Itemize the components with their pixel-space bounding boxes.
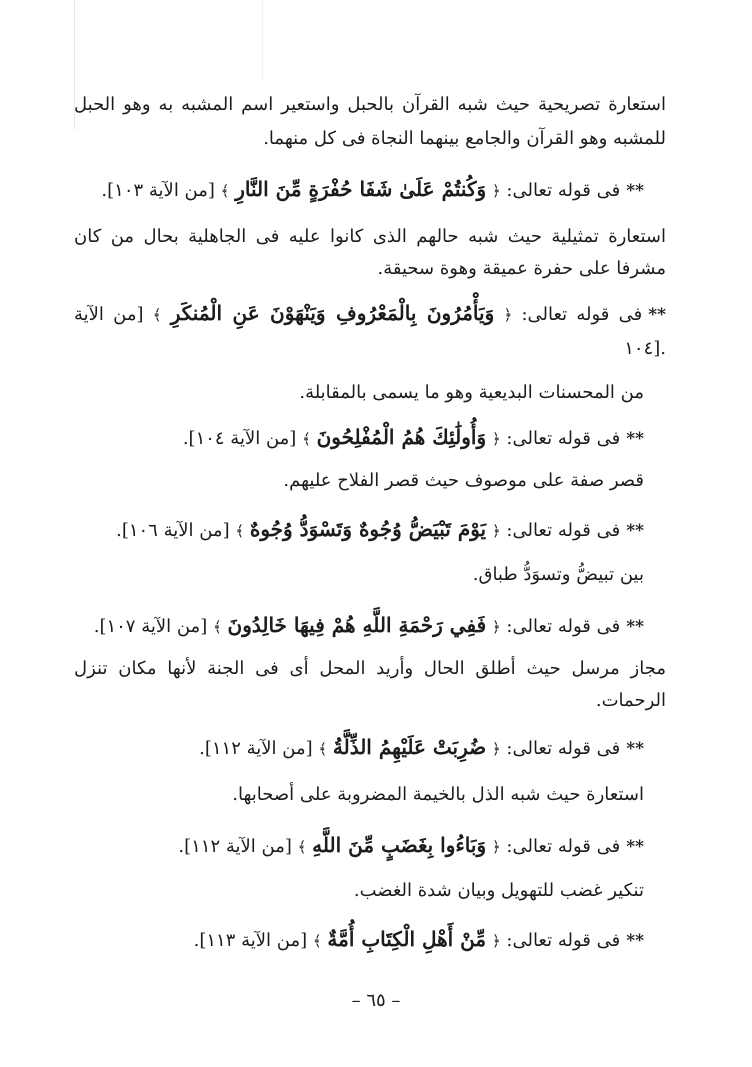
quran-quote: مِّنْ أَهْلِ الْكِتَابِ أُمَّةٌ: [327, 927, 487, 951]
verse-intro: فى قوله تعالى:: [506, 930, 621, 951]
verse-marker: **: [626, 181, 644, 201]
verse-reference-continued: ١٠٤].: [624, 338, 666, 359]
verse-line: [84, 926, 644, 954]
ornate-bracket-open: ﴿: [491, 838, 501, 856]
verse-reference: [من الآية ١٠٣].: [101, 180, 215, 201]
verse-line: [84, 612, 644, 640]
ornate-bracket-open: ﴿: [491, 182, 501, 200]
paragraph-line: بين تبيضُّ وتسوَدُّ طباق.: [472, 564, 644, 585]
verse-reference: [من الآية ١١٣].: [193, 930, 308, 951]
paragraph-line: قصر صفة على موصوف حيث قصر الفلاح عليهم.: [283, 470, 644, 491]
verse-marker: **: [648, 305, 666, 325]
scan-edge-line: [262, 0, 263, 80]
verse-reference: [من الآية ١٠٦].: [116, 520, 230, 541]
quran-quote: فَفِي رَحْمَةِ اللَّهِ هُمْ فِيهَا خَالِدُونَ: [227, 613, 487, 637]
ornate-bracket-open: ﴿: [491, 522, 501, 540]
ornate-bracket-close: ﴾: [152, 306, 162, 324]
verse-line: [84, 176, 644, 204]
quran-quote: وَيَأْمُرُونَ بِالْمَعْرُوفِ وَيَنْهَوْنَ عَنِ الْمُنكَرِ: [170, 301, 495, 325]
paragraph-line: الرحمات.: [595, 690, 666, 711]
page-number: – ٦٥ –: [351, 990, 401, 1011]
paragraph-line: من المحسنات البديعية وهو ما يسمى بالمقابلة.: [299, 382, 644, 403]
verse-line: [84, 516, 644, 544]
verse-reference: [من الآية ١٠٤].: [182, 428, 297, 449]
quran-quote: وَكُنتُمْ عَلَىٰ شَفَا حُفْرَةٍ مِّنَ النَّارِ: [235, 177, 487, 201]
ornate-bracket-close: ﴾: [235, 522, 245, 540]
quran-quote: وَبَاءُوا بِغَضَبٍ مِّنَ اللَّهِ: [312, 833, 487, 857]
ornate-bracket-open: ﴿: [503, 306, 513, 324]
ornate-bracket-close: ﴾: [297, 838, 307, 856]
verse-reference: [من الآية ١١٢].: [178, 836, 292, 857]
ornate-bracket-close: ﴾: [212, 618, 222, 636]
verse-marker: **: [626, 837, 644, 857]
verse-intro: فى قوله تعالى:: [521, 304, 643, 325]
ornate-bracket-close: ﴾: [302, 430, 311, 448]
ornate-bracket-open: ﴿: [491, 932, 501, 950]
verse-marker: **: [626, 931, 644, 951]
verse-marker: **: [626, 429, 644, 449]
verse-reference: [من الآية ١١٢].: [199, 738, 313, 759]
ornate-bracket-open: ﴿: [491, 618, 501, 636]
paragraph-line: استعارة حيث شبه الذل بالخيمة المضروبة على أصحابها.: [232, 784, 644, 805]
verse-intro: فى قوله تعالى:: [506, 520, 621, 541]
ornate-bracket-open: ﴿: [491, 430, 501, 448]
verse-marker: **: [626, 739, 644, 759]
ornate-bracket-close: ﴾: [312, 932, 322, 950]
verse-intro: فى قوله تعالى:: [506, 616, 621, 637]
paragraph-line: استعارة تصريحية حيث شبه القرآن بالحبل واستعير اسم المشبه به وهو الحبل: [74, 94, 666, 115]
quran-quote: يَوْمَ تَبْيَضُّ وُجُوهٌ وَتَسْوَدُّ وُجُوهٌ: [249, 517, 487, 541]
verse-reference: [من الآية ١٠٧].: [93, 616, 208, 637]
paragraph-line: للمشبه وهو القرآن والجامع بينهما النجاة فى كل منهما.: [263, 128, 666, 149]
verse-line: [84, 734, 644, 762]
verse-intro: فى قوله تعالى:: [506, 738, 621, 759]
verse-line: [74, 300, 666, 328]
paragraph-line: استعارة تمثيلية حيث شبه حالهم الذى كانوا عليه فى الجاهلية بحال من كان: [74, 226, 666, 247]
ornate-bracket-close: ﴾: [220, 182, 230, 200]
paragraph-line: مشرفا على حفرة عميقة وهوة سحيقة.: [377, 258, 666, 279]
verse-line: [84, 832, 644, 860]
ornate-bracket-open: ﴿: [491, 740, 501, 758]
paragraph-line: تنكير غضب للتهويل وبيان شدة الغضب.: [353, 880, 644, 901]
verse-intro: فى قوله تعالى:: [506, 180, 621, 201]
paragraph-line: مجاز مرسل حيث أطلق الحال وأريد المحل أى فى الجنة لأنها مكان تنزل: [74, 658, 666, 679]
quran-quote: ضُرِبَتْ عَلَيْهِمُ الذِّلَّةُ: [332, 735, 487, 759]
verse-intro: فى قوله تعالى:: [506, 428, 621, 449]
verse-line: [84, 424, 644, 452]
quran-quote: وَأُولَٰئِكَ هُمُ الْمُفْلِحُونَ: [316, 425, 487, 449]
verse-intro: فى قوله تعالى:: [506, 836, 621, 857]
verse-reference: [من الآية: [74, 304, 144, 325]
verse-marker: **: [626, 521, 644, 541]
verse-marker: **: [626, 617, 644, 637]
ornate-bracket-close: ﴾: [318, 740, 328, 758]
